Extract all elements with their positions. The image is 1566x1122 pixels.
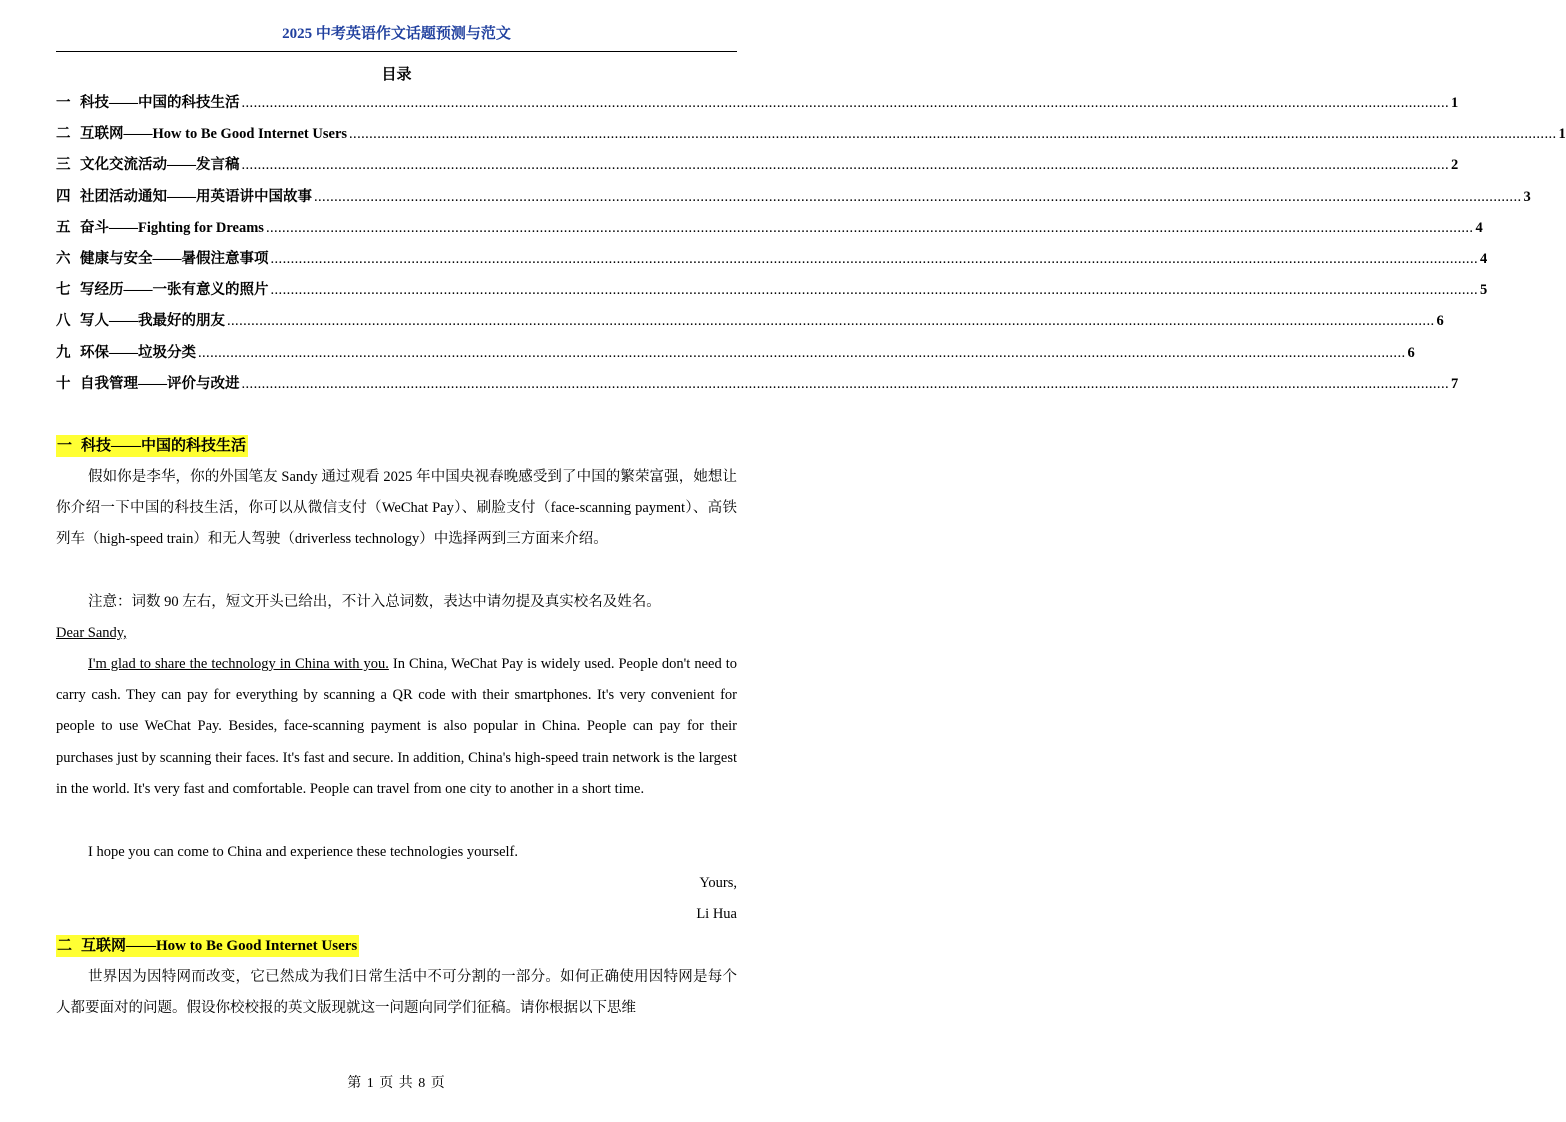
table-of-contents: [56, 88, 1566, 400]
toc-entry-page: 6: [1436, 313, 1444, 330]
toc-leader-dots: ............................................................................................................................................................................................................................................................................................................: [349, 126, 1557, 143]
letter-opening-sentence: I'm glad to share the technology in China with you.: [88, 656, 389, 672]
letter-body-text: In China, WeChat Pay is widely used. People don't need to carry cash. They can pay for everything by scanning a QR code with their smartphones. It's very convenient for people to use WeChat Pay. Besides, face-scanning payment is also popular in China. People can pay for their purchases just by scanning their faces. It's fast and secure. In addition, China's high-speed train network is the largest in the world. It's very fast and comfortable. People can travel from one city to another in a short time.: [56, 656, 737, 797]
toc-entry-page: 6: [1407, 344, 1415, 361]
toc-entry[interactable]: [56, 338, 1415, 369]
toc-entry-page: 4: [1475, 219, 1483, 236]
toc-entry-page: 1: [1558, 126, 1566, 143]
page-footer: 第 1 页 共 8 页: [347, 1076, 446, 1091]
toc-entry-title: 科技——中国的科技生活: [80, 95, 240, 111]
toc-entry-number: 一: [56, 95, 71, 111]
toc-entry-title: 写人——我最好的朋友: [80, 313, 225, 330]
writing-prompt: 世界因为因特网而改变，它已然成为我们日常生活中不可分割的一部分。如何正确使用因特网是每个人都要面对的问题。假设你校校报的英文版现就这一问题向同学们征稿。请你根据以下思维: [56, 969, 737, 1017]
toc-entry-page: 5: [1480, 282, 1488, 299]
section-number: 一: [57, 438, 73, 454]
toc-entry[interactable]: [56, 88, 1459, 119]
toc-entry-page: 4: [1480, 250, 1488, 267]
toc-entry-title: 自我管理——评价与改进: [80, 375, 240, 392]
section-heading: [56, 935, 359, 957]
toc-entry[interactable]: [56, 275, 1488, 306]
toc-entry-page: 3: [1523, 188, 1531, 205]
section-number: 二: [57, 938, 73, 954]
toc-leader-dots: ............................................................................................................................................................................................................................................................................................................: [227, 313, 1435, 330]
toc-entry-title: 文化交流活动——发言稿: [80, 157, 240, 174]
letter-closing: I hope you can come to China and experience these technologies yourself.: [88, 844, 519, 860]
toc-entry-title: 写经历——一张有意义的照片: [80, 282, 269, 299]
toc-leader-dots: ............................................................................................................................................................................................................................................................................................................: [241, 95, 1449, 111]
toc-entry-number: 八: [56, 313, 71, 330]
letter-greeting: Dear Sandy,: [56, 625, 127, 641]
toc-leader-dots: ............................................................................................................................................................................................................................................................................................................: [314, 188, 1522, 205]
toc-entry[interactable]: [56, 182, 1531, 213]
toc-entry[interactable]: [56, 213, 1483, 244]
toc-entry-page: 1: [1451, 95, 1459, 111]
section-title: 科技——中国的科技生活: [81, 438, 247, 454]
toc-leader-dots: ............................................................................................................................................................................................................................................................................................................: [241, 375, 1449, 392]
toc-leader-dots: ............................................................................................................................................................................................................................................................................................................: [270, 250, 1478, 267]
letter-signature: Li Hua: [696, 906, 737, 922]
writing-note: 注意：词数 90 左右，短文开头已给出，不计入总词数，表达中请勿提及真实校名及姓名。: [88, 594, 661, 610]
letter-body: [56, 649, 737, 805]
letter-signoff: Yours,: [699, 875, 737, 891]
toc-entry[interactable]: [56, 119, 1566, 150]
toc-entry[interactable]: [56, 369, 1459, 400]
toc-leader-dots: ............................................................................................................................................................................................................................................................................................................: [198, 344, 1406, 361]
toc-entry[interactable]: [56, 244, 1488, 275]
toc-heading: 目录: [381, 67, 412, 83]
writing-prompt: 假如你是李华，你的外国笔友 Sandy 通过观看 2025 年中国央视春晚感受到了中国的繁荣富强，她想让你介绍一下中国的科技生活，你可以从微信支付（WeChat Pay）、刷脸支付（face-scanning payment）、高铁列车（high-speed train）和无人驾驶（driverless technology）中选择两到三方面来介绍。: [56, 469, 737, 548]
toc-entry-number: 九: [56, 344, 71, 361]
toc-entry-title: 健康与安全——暑假注意事项: [80, 250, 269, 267]
section-title: 互联网——How to Be Good Internet Users: [81, 938, 358, 954]
toc-entry-title: 社团活动通知——用英语讲中国故事: [80, 188, 312, 205]
toc-entry[interactable]: [56, 150, 1459, 181]
toc-entry-title: 互联网——How to Be Good Internet Users: [80, 126, 348, 143]
toc-leader-dots: ............................................................................................................................................................................................................................................................................................................: [241, 157, 1449, 174]
header-divider: [56, 51, 737, 52]
section-heading: [56, 435, 248, 457]
toc-entry-number: 二: [56, 126, 71, 143]
toc-entry-number: 三: [56, 157, 71, 174]
document-header-title: 2025 中考英语作文话题预测与范文: [282, 26, 511, 42]
toc-entry-number: 五: [56, 219, 71, 236]
toc-entry-number: 十: [56, 375, 71, 392]
toc-entry-number: 四: [56, 188, 71, 205]
toc-leader-dots: ............................................................................................................................................................................................................................................................................................................: [265, 219, 1474, 236]
toc-entry-title: 环保——垃圾分类: [80, 344, 196, 361]
toc-leader-dots: ............................................................................................................................................................................................................................................................................................................: [270, 282, 1478, 299]
toc-entry-page: 7: [1451, 375, 1459, 392]
toc-entry-title: 奋斗——Fighting for Dreams: [80, 219, 264, 236]
toc-entry[interactable]: [56, 306, 1444, 337]
toc-entry-number: 七: [56, 282, 71, 299]
toc-entry-page: 2: [1451, 157, 1459, 174]
toc-entry-number: 六: [56, 250, 71, 267]
